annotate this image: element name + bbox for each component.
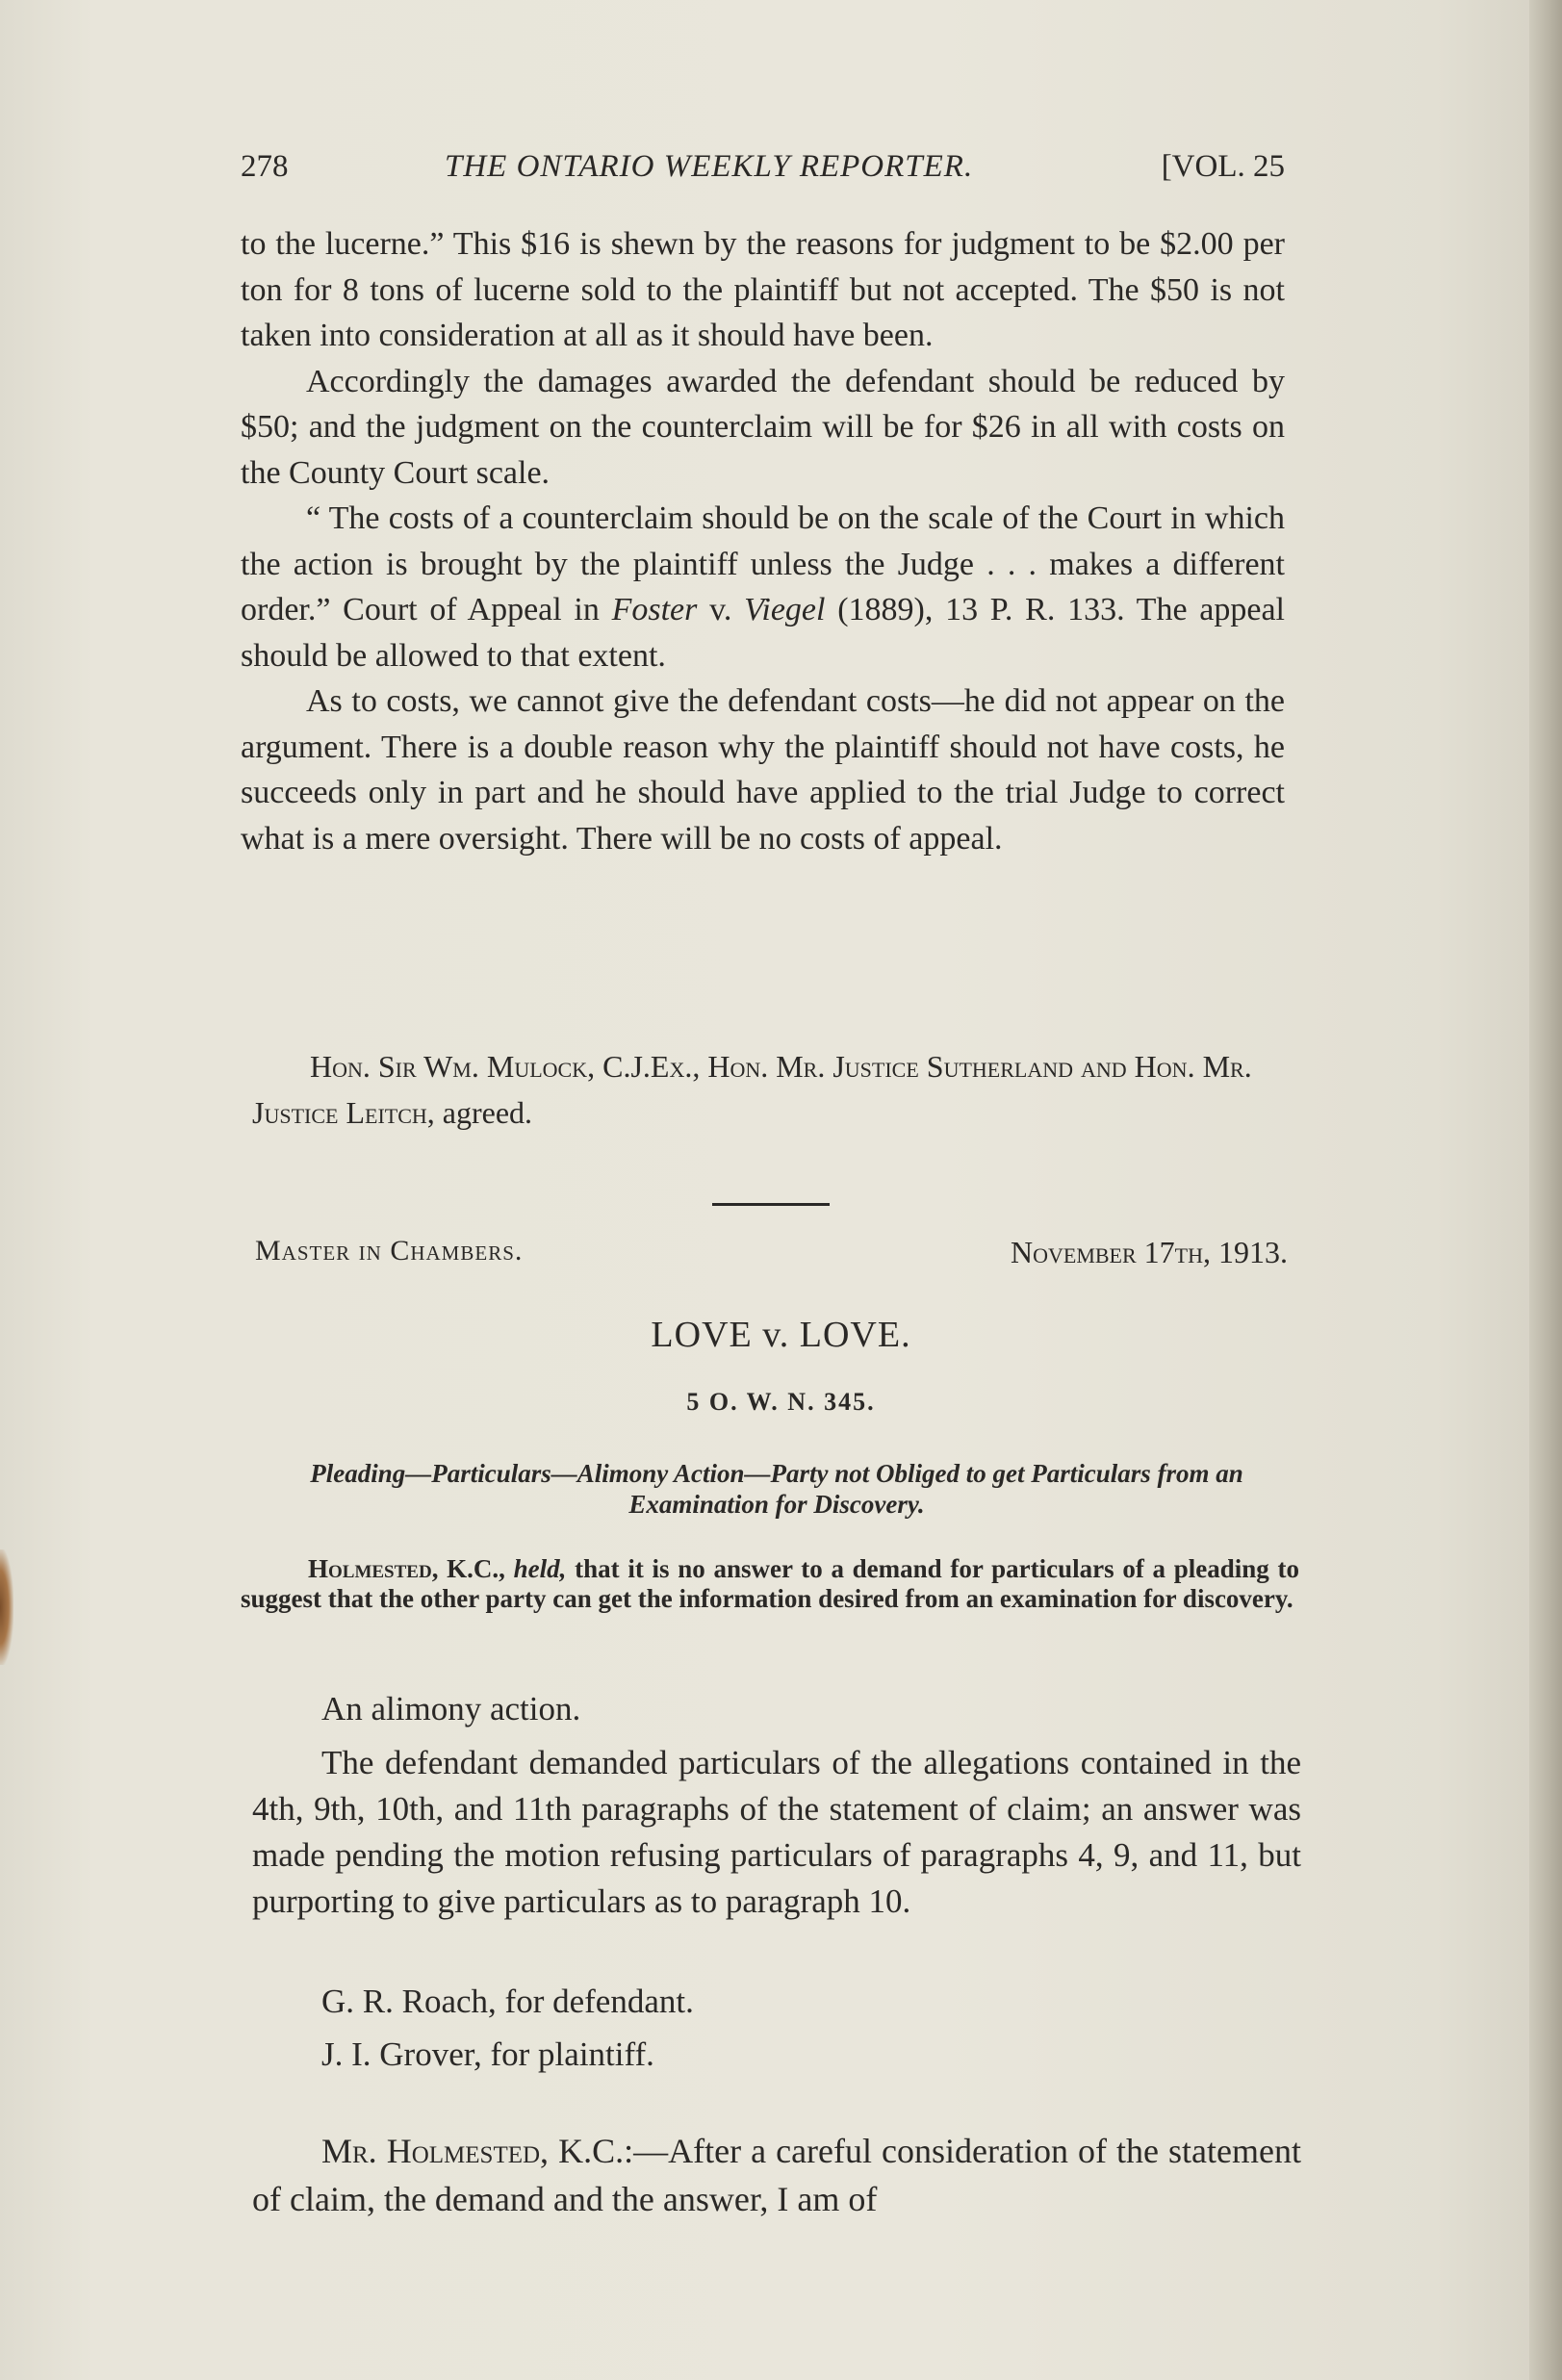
catchwords: Pleading—Particulars—Alimony Action—Party not Obliged to get Particulars from an Examination for Discovery. [310,1459,1243,1519]
case-citation: 5 O. W. N. 345. [686,1388,876,1416]
judgment-text [252,2127,1301,2223]
paragraph: The defendant demanded particulars of the allegations contained in the 4th, 9th, 10th, and 11th paragraphs of the statement of claim; an answer was made pending the motion refusing particulars of paragraphs 4, 9, and 11, but purporting to give particulars as to paragraph 10. [252,1744,1301,1920]
paragraph: to the lucerne.” This $16 is shewn by the reasons for judgment to be $2.00 per ton for 8 tons of lucerne sold to the plaintiff but not accepted. The $50 is not taken into consideration at all as it should have been. [241,226,1285,353]
opinion-text [241,221,1285,861]
text-run: (1889), 13 P. R. 133. The appeal should be allowed to that extent. [241,592,1285,674]
judge-name: Holmested, K.C., [308,1554,505,1583]
paragraph [241,496,1285,678]
text-run: held, [504,1554,567,1583]
concurring-judges [252,1043,1292,1136]
paragraph: An alimony action. [321,1690,581,1727]
text-run: agreed. [434,1095,533,1130]
decision-date: November 17th, 1913. [1011,1235,1288,1269]
running-title: THE ONTARIO WEEKLY REPORTER. [445,149,974,184]
headnote [241,1554,1299,1614]
running-header [241,149,1285,199]
page-stain [0,1549,13,1665]
case-name: Viegel [744,592,826,627]
paragraph: Accordingly the damages awarded the defendant should be reduced by $50; and the judgment on the counterclaim will be for $26 in all with costs on the County Court scale. [241,363,1285,491]
court-label: Master in Chambers. [255,1235,524,1267]
case-title: LOVE v. LOVE. [651,1315,911,1355]
page-number: 278 [241,149,289,184]
judge-name: Mr. Holmested, K.C. [321,2132,625,2170]
text-run: :—After a careful consideration of the statement of claim, the demand and the answer, I am of [252,2132,1301,2218]
paragraph: As to costs, we cannot give the defendant costs—he did not appear on the argument. There is a double reason why the plaintiff should not have costs, he succeeds only in part and he should have applied to the trial Judge to correct what is a mere oversight. There will be no costs of appeal. [241,683,1285,857]
text-run: v. [697,592,745,627]
counsel-line: G. R. Roach, for defendant. [321,1983,694,2020]
judge-names: Hon. Sir Wm. Mulock, C.J.Ex., Hon. Mr. Justice Sutherland and Hon. Mr. Justice Leitch, [252,1049,1252,1130]
section-divider [712,1203,830,1206]
volume-label: [VOL. 25 [1161,149,1285,184]
counsel-line: J. I. Grover, for plaintiff. [321,2035,654,2073]
facts [252,1686,1301,1925]
text-run: “ The costs of a counterclaim should be on the scale of the Court in which the action is brought by the plaintiff unless the Judge . . . makes a different order.” Court of Appeal in [241,500,1285,627]
text-run: that it is no answer to a demand for particulars of a pleading to suggest that the other party can get the information desired from an examination for discovery. [241,1554,1299,1613]
page-edge-shadow [1529,0,1562,2380]
case-name: Foster [611,592,698,627]
